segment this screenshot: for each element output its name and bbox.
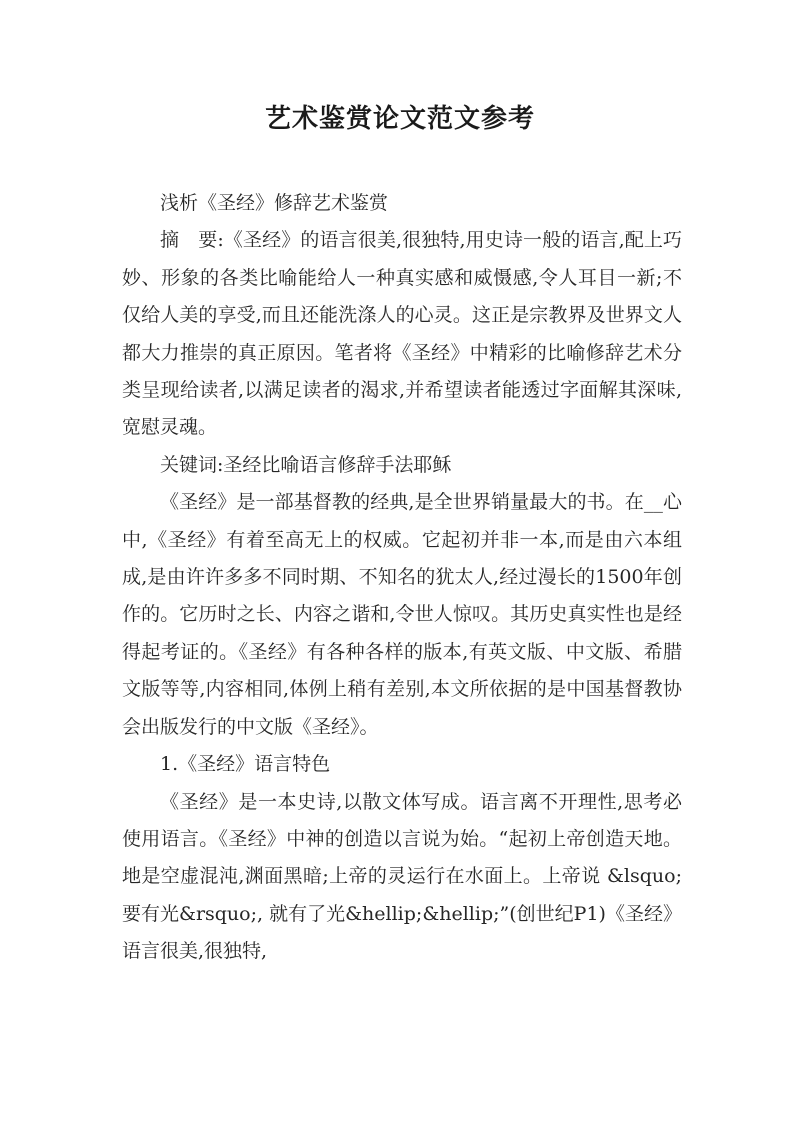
keywords-paragraph: 关键词:圣经比喻语言修辞手法耶稣 [160, 453, 452, 476]
intro-paragraph: 《圣经》是一部基督教的经典,是全世界销量最大的书。在__心中,《圣经》有着至高无上的权威。它起初并非一本,而是由六本组成,是由许许多多不同时期、不知名的犹太人,经过漫长的1500年创作的。它历时之长、内容之谐和,令世人惊叹。其历史真实性也是经得起考证的。《圣经》有各种各样的版本,有英文版、中文版、希腊文版等等,内容相同,体例上稍有差别,本文所依据的是中国基督教协会出版发行的中文版《圣经》。 [122, 491, 682, 738]
document-title: 艺术鉴赏论文范文参考 [264, 104, 535, 134]
article-subtitle: 浅析《圣经》修辞艺术鉴赏 [160, 192, 389, 214]
section-paragraph: 《圣经》是一本史诗,以散文体写成。语言离不开理性,思考必使用语言。《圣经》中神的创造以言说为始。“起初上帝创造天地。地是空虚混沌,渊面黑暗;上帝的灵运行在水面上。上帝说 &lsquo;要有光&rsquo;, 就有了光&hellip;&hellip;”(创世纪P1)《圣经》语言很美,很独特, [122, 790, 682, 963]
section-heading: 1.《圣经》语言特色 [160, 753, 331, 776]
document-body [122, 185, 682, 971]
abstract-paragraph: 摘 要:《圣经》的语言很美,很独特,用史诗一般的语言,配上巧妙、形象的各类比喻能给人一种真实感和威慑感,令人耳目一新;不仅给人美的享受,而且还能洗涤人的心灵。这正是宗教界及世界文人都大力推崇的真正原因。笔者将《圣经》中精彩的比喻修辞艺术分类呈现给读者,以满足读者的渴求,并希望读者能透过字面解其深味,宽慰灵魂。 [122, 229, 682, 439]
